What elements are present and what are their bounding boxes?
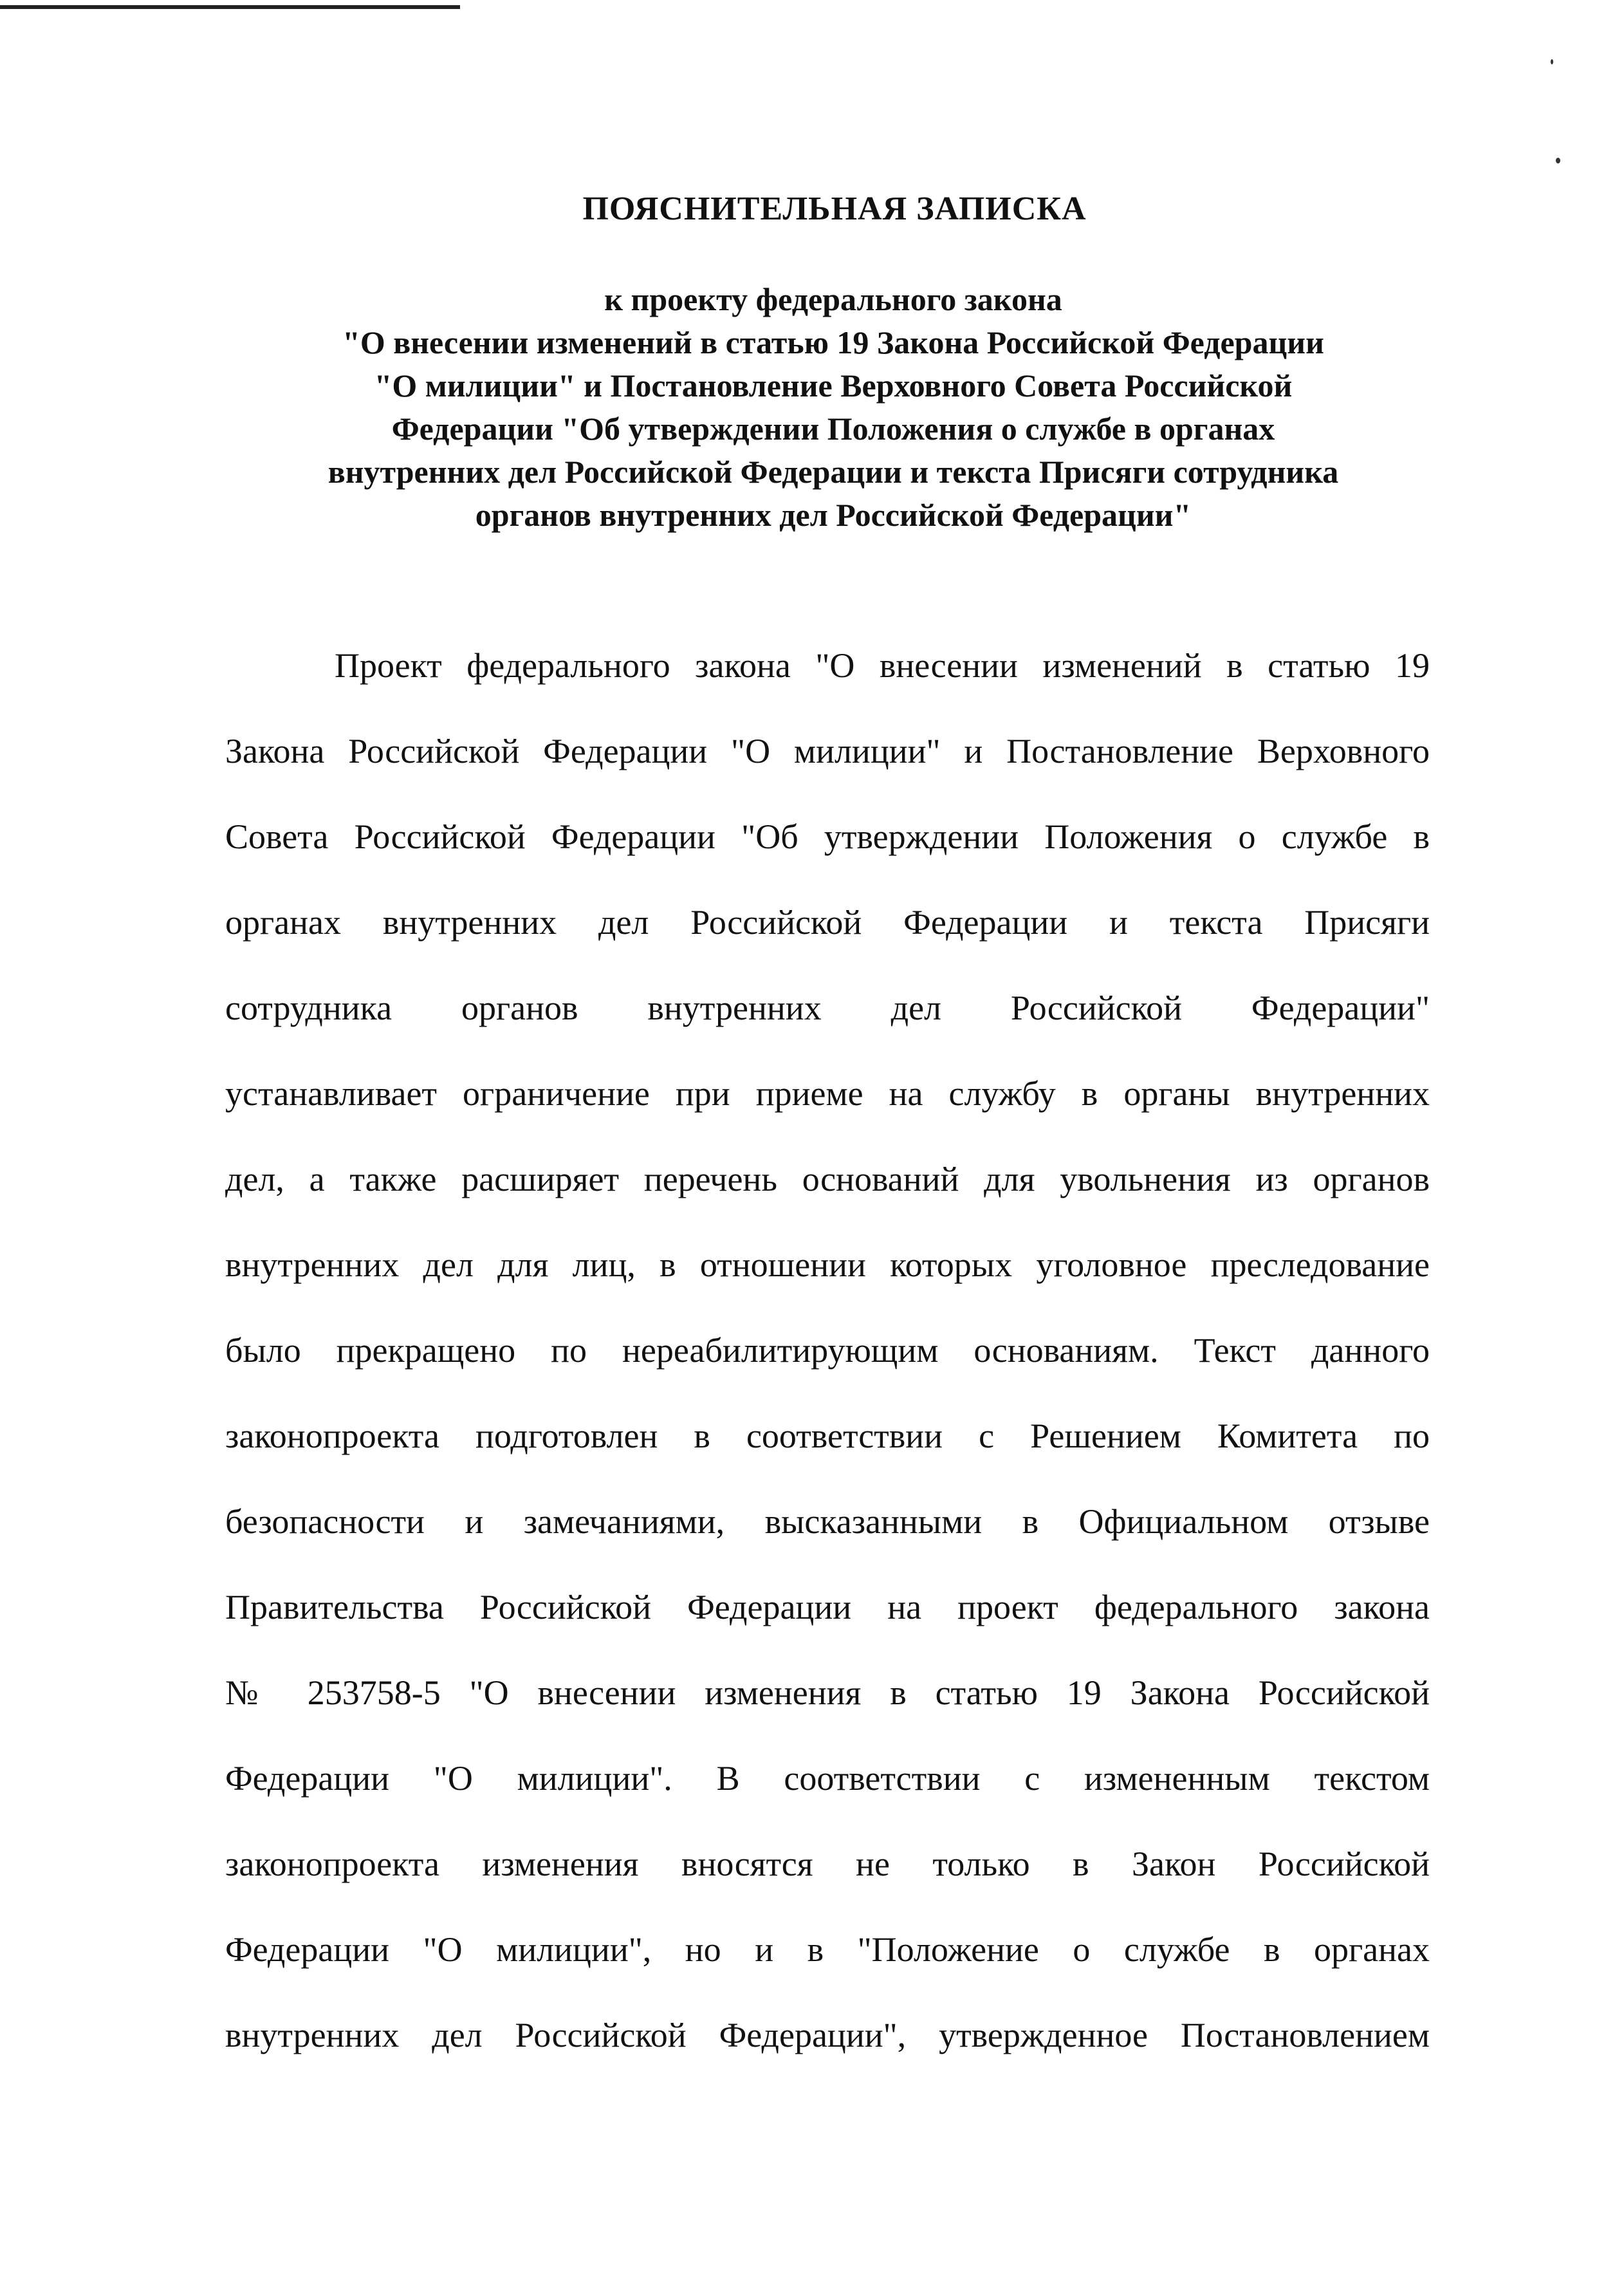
body-line: безопасности и замечаниями, высказанными в Официальном отзыве [225, 1502, 1430, 1541]
body-line: устанавливает ограничение при приеме на службу в органы внутренних [225, 1074, 1430, 1113]
body-line: № 253758-5 "О внесении изменения в статью 19 Закона Российской [225, 1673, 1430, 1712]
body-line: Закона Российской Федерации "О милиции" и Постановление Верховного [225, 732, 1430, 770]
scan-speck [1556, 158, 1560, 163]
body-line: Правительства Российской Федерации на проект федерального закона [225, 1588, 1430, 1626]
subtitle-line: внутренних дел Российской Федерации и текста Присяги сотрудника [328, 454, 1339, 490]
document-title: ПОЯСНИТЕЛЬНАЯ ЗАПИСКА [582, 191, 1087, 227]
body-line: Федерации "О милиции", но и в "Положение о службе в органах [225, 1930, 1430, 1969]
body-line: внутренних дел для лиц, в отношении которых уголовное преследование [225, 1245, 1430, 1284]
body-line: дел, а также расширяет перечень оснований для увольнения из органов [225, 1160, 1430, 1198]
body-line: органах внутренних дел Российской Федерации и текста Присяги [225, 903, 1430, 942]
body-line: было прекращено по нереабилитирующим основаниям. Текст данного [225, 1331, 1430, 1370]
scan-edge-line [0, 5, 460, 9]
body-line: внутренних дел Российской Федерации", утвержденное Постановлением [225, 2016, 1430, 2054]
body-line: Федерации "О милиции". В соответствии с измененным текстом [225, 1759, 1430, 1798]
subtitle-line: "О внесении изменений в статью 19 Закона Российской Федерации [342, 324, 1324, 360]
subtitle-line: к проекту федерального закона [604, 281, 1062, 317]
subtitle-line: органов внутренних дел Российской Федерации" [475, 497, 1192, 533]
body-line: законопроекта изменения вносятся не только в Закон Российской [225, 1845, 1430, 1883]
body-line: законопроекта подготовлен в соответствии с Решением Комитета по [225, 1417, 1430, 1455]
document-subtitle [219, 278, 1448, 537]
subtitle-line: Федерации "Об утверждении Положения о службе в органах [391, 411, 1275, 447]
body-paragraph [225, 623, 1430, 2078]
body-line: Совета Российской Федерации "Об утверждении Положения о службе в [225, 817, 1430, 856]
subtitle-line: "О милиции" и Постановление Верховного Совета Российской [374, 367, 1293, 404]
scan-speck [1551, 59, 1553, 64]
body-line: Проект федерального закона "О внесении изменений в статью 19 [335, 646, 1430, 685]
body-line: сотрудника органов внутренних дел Российской Федерации" [225, 989, 1430, 1027]
